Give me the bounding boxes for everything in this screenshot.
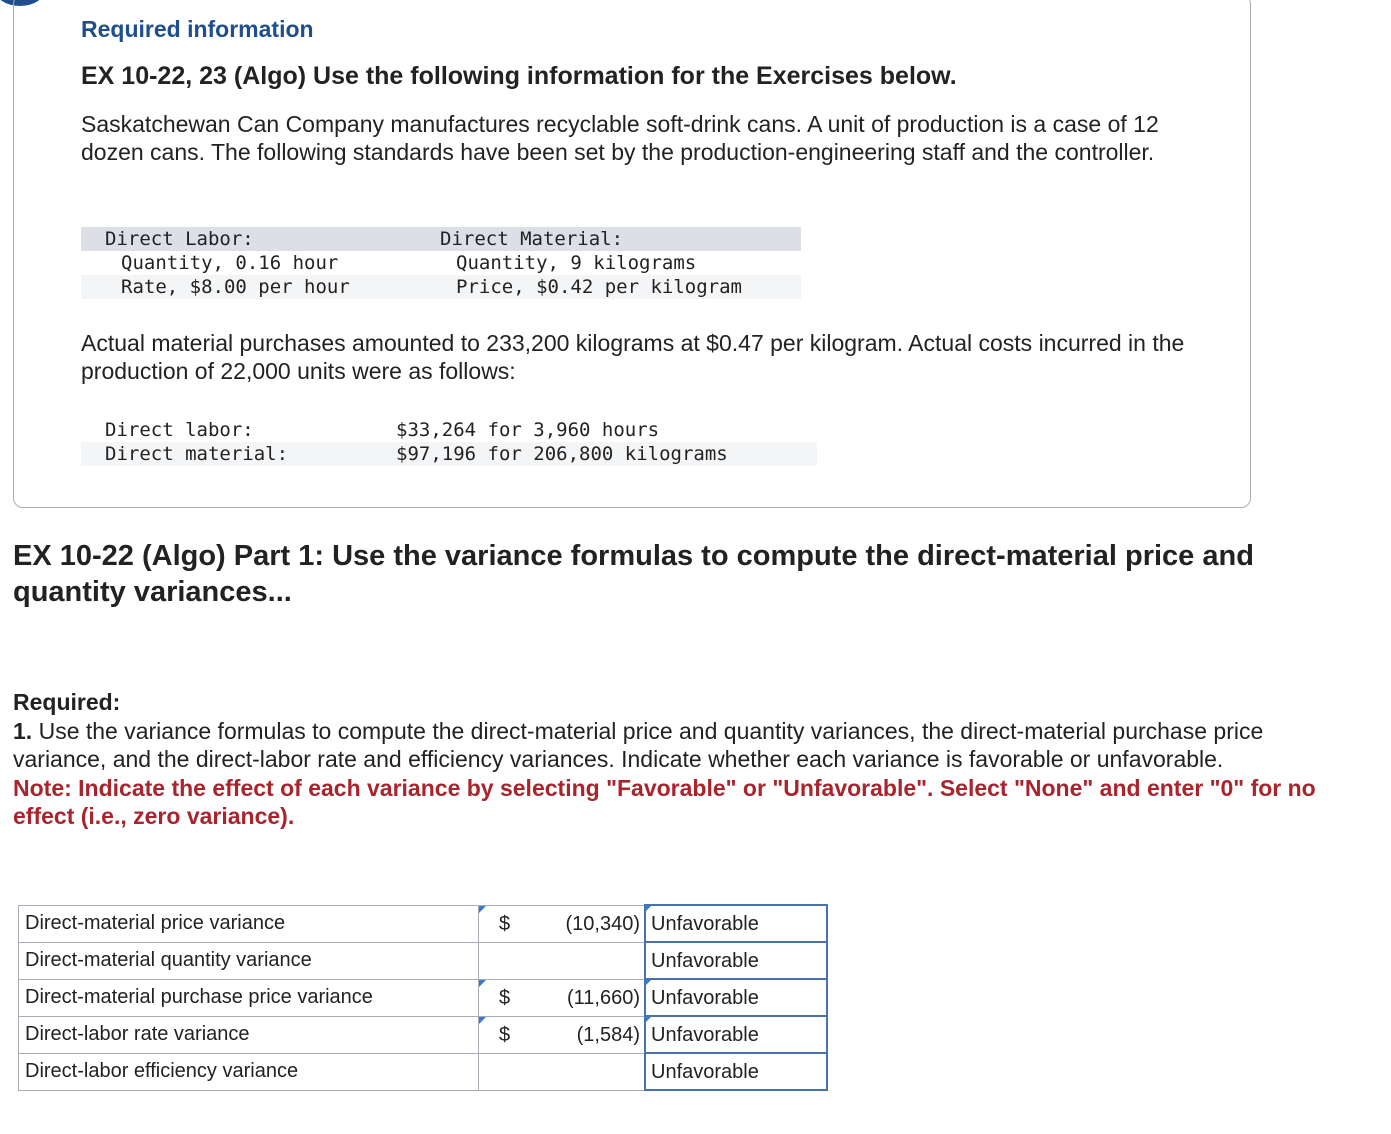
actual-costs-table bbox=[81, 418, 817, 466]
required-information-heading: Required information bbox=[81, 16, 314, 42]
input-flag-icon bbox=[479, 1017, 486, 1024]
table-row bbox=[19, 942, 828, 979]
dollar-sign: $ bbox=[499, 1023, 511, 1046]
note-text: Note: Indicate the effect of each variance by selecting "Favorable" or "Unfavorable". Select "None" and enter "0" for no effect (i.e., zero variance). bbox=[13, 774, 1316, 829]
amount-input[interactable] bbox=[479, 1016, 646, 1053]
table-row bbox=[19, 1016, 828, 1053]
actual-value: $97,196 for 206,800 kilograms bbox=[396, 443, 728, 465]
labor-header: Direct Labor: bbox=[105, 228, 254, 250]
table-row bbox=[19, 905, 828, 942]
dollar-sign: $ bbox=[499, 986, 511, 1009]
actual-costs-paragraph: Actual material purchases amounted to 233,200 kilograms at $0.47 per kilogram. Actual costs incurred in the production of 22,000 units were as follows: bbox=[81, 330, 1185, 384]
effect-value: Unfavorable bbox=[651, 1024, 759, 1046]
material-price: Price, $0.42 per kilogram bbox=[456, 276, 742, 298]
amount-input[interactable] bbox=[479, 979, 646, 1016]
input-flag-icon bbox=[479, 980, 486, 987]
amount-value: (11,660) bbox=[566, 986, 640, 1009]
variance-label: Direct-material price variance bbox=[19, 905, 479, 942]
amount-input[interactable] bbox=[479, 1053, 646, 1090]
actual-value: $33,264 for 3,960 hours bbox=[396, 419, 660, 441]
table-row bbox=[19, 979, 828, 1016]
effect-select[interactable] bbox=[645, 942, 827, 979]
variance-label: Direct-material quantity variance bbox=[19, 942, 479, 979]
required-section bbox=[13, 688, 1353, 831]
select-flag-icon bbox=[645, 905, 652, 912]
material-quantity: Quantity, 9 kilograms bbox=[456, 252, 697, 274]
amount-input[interactable] bbox=[479, 905, 646, 942]
variance-label: Direct-labor rate variance bbox=[19, 1016, 479, 1053]
variance-label: Direct-labor efficiency variance bbox=[19, 1053, 479, 1090]
actual-label: Direct material: bbox=[105, 443, 289, 465]
input-flag-icon bbox=[479, 906, 486, 913]
select-flag-icon bbox=[645, 1016, 652, 1023]
answer-table bbox=[18, 904, 828, 1091]
effect-value: Unfavorable bbox=[651, 1061, 759, 1083]
required-label: Required: bbox=[13, 689, 121, 715]
labor-quantity: Quantity, 0.16 hour bbox=[121, 252, 339, 274]
effect-value: Unfavorable bbox=[651, 913, 759, 935]
actual-row bbox=[81, 442, 817, 466]
part-title: EX 10-22 (Algo) Part 1: Use the variance formulas to compute the direct-material price and quantity variances... bbox=[13, 540, 1254, 608]
intro-paragraph: Saskatchewan Can Company manufactures recyclable soft-drink cans. A unit of production is a case of 12 dozen cans. The following standards have been set by the production-engineering staff and the controller. bbox=[81, 111, 1159, 165]
actual-label: Direct labor: bbox=[105, 419, 254, 441]
effect-select[interactable] bbox=[645, 905, 827, 942]
standards-row bbox=[81, 275, 801, 299]
table-row bbox=[19, 1053, 828, 1090]
labor-rate: Rate, $8.00 per hour bbox=[121, 276, 350, 298]
effect-select[interactable] bbox=[645, 979, 827, 1016]
effect-value: Unfavorable bbox=[651, 950, 759, 972]
effect-value: Unfavorable bbox=[651, 987, 759, 1009]
actual-row bbox=[81, 418, 817, 442]
amount-input[interactable] bbox=[479, 942, 646, 979]
amount-value: (1,584) bbox=[576, 1023, 640, 1046]
item-number: 1. bbox=[13, 717, 33, 744]
dollar-sign: $ bbox=[499, 912, 511, 935]
standards-row bbox=[81, 251, 801, 275]
select-flag-icon bbox=[645, 979, 652, 986]
required-text: Use the variance formulas to compute the direct-material price and quantity variances, the direct-material purchase price variance, and the direct-labor rate and efficiency variances. Indicate whether each variance is favorable or unfavorable. bbox=[13, 717, 1264, 772]
material-header: Direct Material: bbox=[440, 228, 624, 250]
standards-table bbox=[81, 227, 801, 299]
amount-value: (10,340) bbox=[565, 912, 640, 935]
exercise-title: EX 10-22, 23 (Algo) Use the following information for the Exercises below. bbox=[81, 62, 957, 90]
variance-label: Direct-material purchase price variance bbox=[19, 979, 479, 1016]
effect-select[interactable] bbox=[645, 1016, 827, 1053]
standards-row bbox=[81, 227, 801, 251]
effect-select[interactable] bbox=[645, 1053, 827, 1090]
